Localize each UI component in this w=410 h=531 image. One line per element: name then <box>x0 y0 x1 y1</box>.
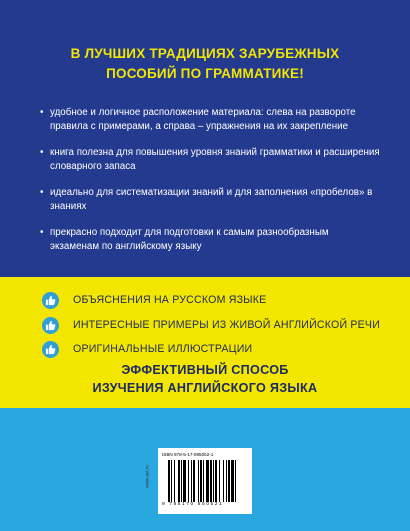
barcode-bar <box>203 460 204 502</box>
barcode-bar <box>235 460 236 502</box>
barcode-bar <box>198 460 199 502</box>
bullet-marker: • <box>40 147 44 158</box>
feature-text: ОБЪЯСНЕНИЯ НА РУССКОМ ЯЗЫКЕ <box>73 294 267 306</box>
feature-text: ОРИГИНАЛЬНЫЕ ИЛЛЮСТРАЦИИ <box>73 343 253 355</box>
feature-item <box>42 291 266 309</box>
feature-item <box>42 316 380 334</box>
slogan-line-1: ЭФФЕКТИВНЫЙ СПОСОБ <box>121 363 289 377</box>
barcode-bar <box>188 460 189 502</box>
barcode-bar <box>174 460 175 502</box>
barcode-bar <box>200 460 202 502</box>
barcode-bar <box>206 460 209 502</box>
headline-line-2: ПОСОБИЙ ПО ГРАММАТИКЕ! <box>106 66 304 81</box>
slogan <box>30 361 380 397</box>
feature-item <box>42 340 252 358</box>
feature-text: ИНТЕРЕСНЫЕ ПРИМЕРЫ ИЗ ЖИВОЙ АНГЛИЙСКОЙ РЕЧИ <box>73 319 381 331</box>
barcode-bar <box>168 460 170 502</box>
barcode-bar <box>210 460 212 502</box>
bullet-marker: • <box>40 187 44 198</box>
bullet-item <box>40 146 380 174</box>
barcode-bar <box>215 460 217 502</box>
barcode-bar <box>191 460 192 502</box>
slogan-line-2: ИЗУЧЕНИЯ АНГЛИЙСКОГО ЯЗЫКА <box>92 381 318 395</box>
barcode-bar <box>231 460 234 502</box>
barcode-bar <box>193 460 195 502</box>
bullet-marker: • <box>40 107 44 118</box>
isbn-text: ISBN 978-5-17-085052-1 <box>162 452 214 457</box>
bullet-text: удобное и логичное расположение материала: слева на развороте правила с примерами, а справа – упражнения на их закрепление <box>50 107 356 132</box>
bullet-text: книга полезна для повышения уровня знаний грамматики и расширения словарного запаса <box>50 147 380 172</box>
barcode-bar <box>228 460 230 502</box>
bullet-text: прекрасно подходит для подготовки к самым разнообразным экзаменам по английскому языку <box>50 227 329 252</box>
bullet-item <box>40 226 380 254</box>
barcode-bar <box>226 460 227 502</box>
publisher-url-text: www.ast.ru <box>144 465 150 488</box>
thumbs-up-icon <box>42 317 59 334</box>
bullet-item <box>40 106 380 134</box>
barcode-label <box>158 448 252 514</box>
barcode-bar <box>223 460 224 502</box>
headline <box>30 44 380 84</box>
bullet-item <box>40 186 380 214</box>
thumbs-up-icon <box>42 292 59 309</box>
barcode-number: 9 785170 850521 <box>162 502 224 507</box>
barcode-bar <box>183 460 186 502</box>
headline-line-1: В ЛУЧШИХ ТРАДИЦИЯХ ЗАРУБЕЖНЫХ <box>70 46 340 61</box>
barcode-bar <box>178 460 180 502</box>
bullet-list <box>40 106 380 266</box>
barcode-bar <box>171 460 172 502</box>
barcode-bars <box>168 460 246 502</box>
barcode-bar <box>219 460 220 502</box>
bullet-text: идеально для систематизации знаний и для заполнения «пробелов» в знаниях <box>50 187 373 212</box>
barcode-bar <box>213 460 214 502</box>
publisher-url <box>144 452 168 508</box>
barcode-bar <box>181 460 182 502</box>
thumbs-up-icon <box>42 341 59 358</box>
bullet-marker: • <box>40 227 44 238</box>
